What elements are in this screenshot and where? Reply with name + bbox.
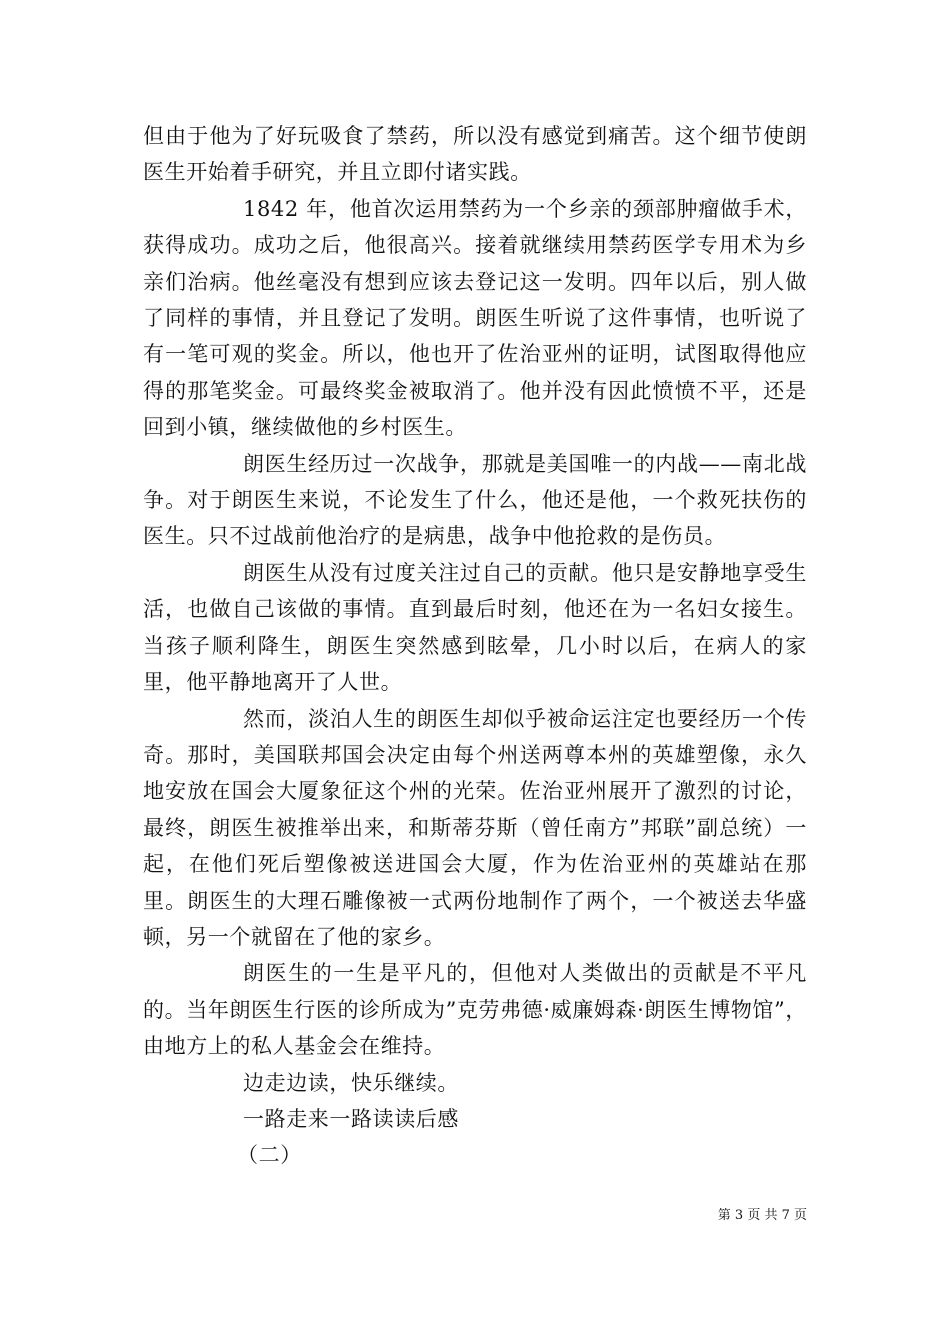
paragraph-continued: 但由于他为了好玩吸食了禁药，所以没有感觉到痛苦。这个细节使朗医生开始着手研究，并且立即付诸实践。 bbox=[143, 124, 807, 185]
paragraph-civil-war: 朗医生经历过一次战争，那就是美国唯一的内战——南北战争。对于朗医生来说，不论发生了什么，他还是他，一个救死扶伤的医生。只不过战前他治疗的是病患，战争中他抢救的是伤员。 bbox=[143, 451, 807, 549]
paragraph-museum: 朗医生的一生是平凡的，但他对人类做出的贡献是不平凡的。当年朗医生行医的诊所成为”克劳弗德·威廉姆森·朗医生博物馆”，由地方上的私人基金会在维持。 bbox=[143, 961, 807, 1059]
body-text bbox=[143, 118, 807, 1174]
section-number: （二） bbox=[237, 1143, 302, 1168]
paragraph-1842: 1842 年，他首次运用禁药为一个乡亲的颈部肿瘤做手术，获得成功。成功之后，他很高兴。接着就继续用禁药医学专用术为乡亲们治病。他丝毫没有想到应该去登记这一发明。四年以后，别人做了同样的事情，并且登记了发明。朗医生听说了这件事情，也听说了有一笔可观的奖金。所以，他也开了佐治亚州的证明，试图取得他应得的那笔奖金。可最终奖金被取消了。他并没有因此愤愤不平，还是回到小镇，继续做他的乡村医生。 bbox=[143, 196, 807, 440]
section-heading: 一路走来一路读读后感 bbox=[243, 1106, 459, 1131]
paragraph-contribution: 朗医生从没有过度关注过自己的贡献。他只是安静地享受生活，也做自己该做的事情。直到最后时刻，他还在为一名妇女接生。当孩子顺利降生，朗医生突然感到眩晕，几小时以后，在病人的家里，他平静地离开了人世。 bbox=[143, 560, 807, 695]
paragraph-legend: 然而，淡泊人生的朗医生却似乎被命运注定也要经历一个传奇。那时，美国联邦国会决定由每个州送两尊本州的英雄塑像，永久地安放在国会大厦象征这个州的光荣。佐治亚州展开了激烈的讨论，最终，朗医生被推举出来，和斯蒂芬斯（曾任南方”邦联”副总统）一起，在他们死后塑像被送进国会大厦，作为佐治亚州的英雄站在那里。朗医生的大理石雕像被一式两份地制作了两个，一个被送去华盛顿，另一个就留在了他的家乡。 bbox=[143, 706, 807, 949]
page-footer: 第 3 页 共 7 页 bbox=[717, 1208, 807, 1223]
paragraph-read-on: 边走边读，快乐继续。 bbox=[243, 1070, 459, 1095]
